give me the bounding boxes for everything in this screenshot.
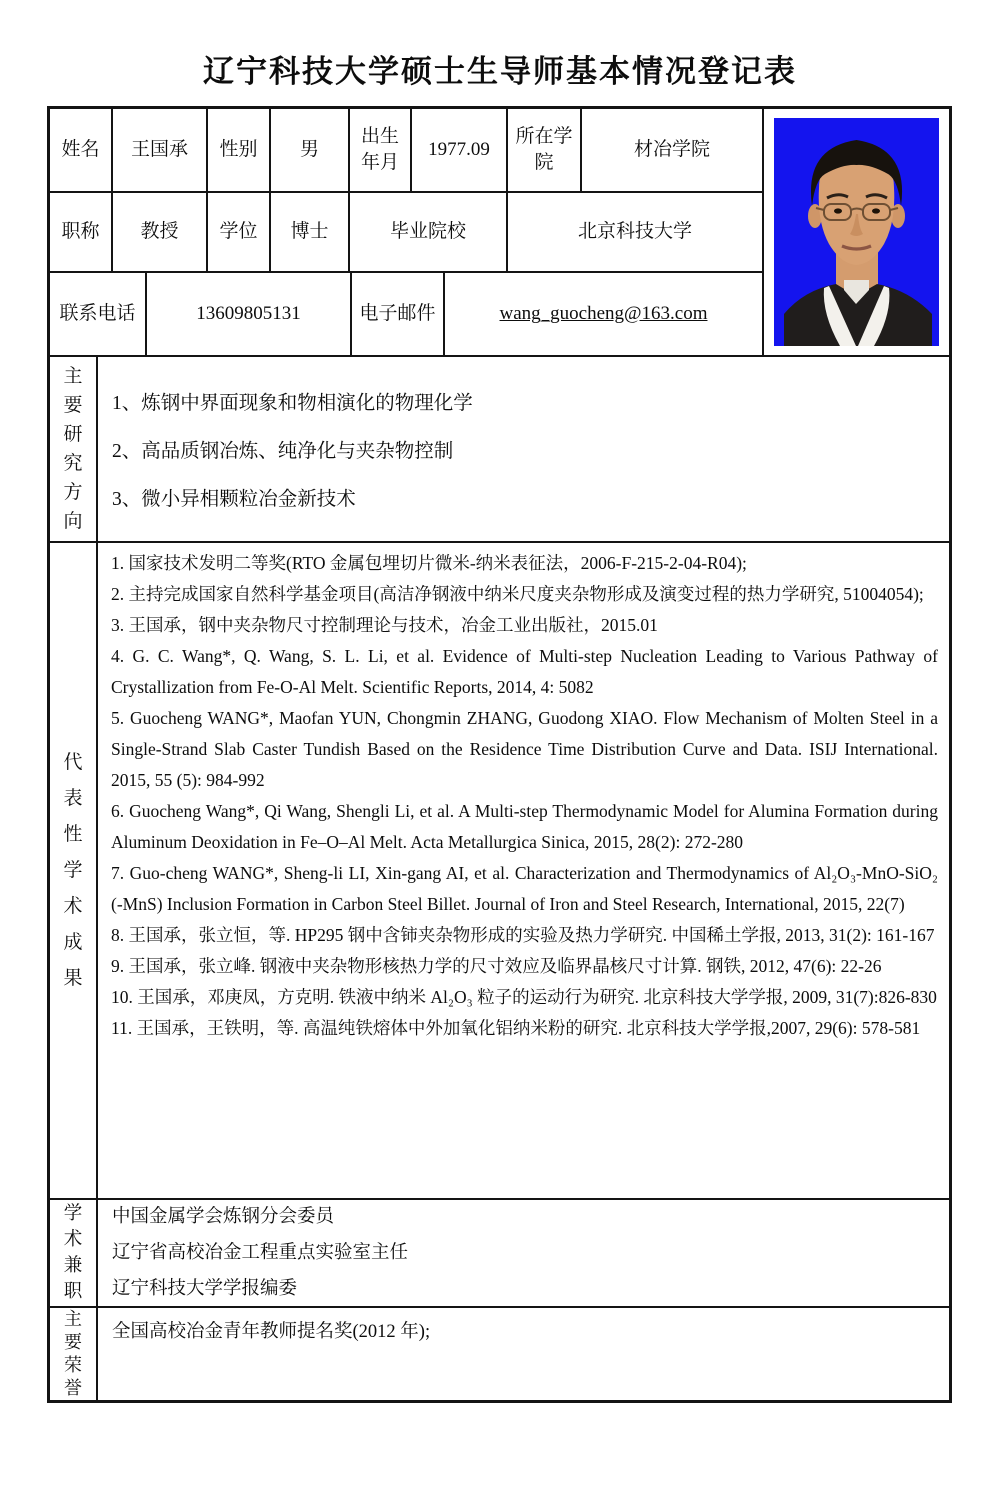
publication-item: 5. Guocheng WANG*, Maofan YUN, Chongmin ZHANG, Guodong XIAO. Flow Mechanism of Molten Steel in a Single-Strand Slab Caster Tundish Based on the Residence Time Distribution Curve and Data. ISIJ International. 2015, 55 (5): 984-992 <box>111 708 938 790</box>
phone-value: 13609805131 <box>147 273 352 355</box>
publication-item: 8. 王国承，张立恒，等. HP295 钢中含铈夹杂物形成的实验及热力学研究. 中国稀土学报, 2013, 31(2): 161-167 <box>111 925 935 945</box>
publications-section-label: 代表性学术成果 <box>63 751 83 989</box>
publication-item: 9. 王国承，张立峰. 钢液中夹杂物形核热力学的尺寸效应及临界晶核尺寸计算. 钢铁, 2012, 47(6): 22-26 <box>111 956 882 976</box>
honor-line: 全国高校冶金青年教师提名奖(2012 年); <box>112 1322 431 1342</box>
section-research <box>50 357 949 543</box>
alma-mater-label: 毕业院校 <box>350 193 508 271</box>
position-line: 中国金属学会炼钢分会委员 <box>112 1207 335 1227</box>
table-row <box>50 193 762 273</box>
name-value: 王国承 <box>113 109 208 191</box>
phone-label: 联系电话 <box>50 273 147 355</box>
research-section-label: 主要研究方向 <box>63 366 83 532</box>
name-label: 姓名 <box>50 109 113 191</box>
rank-label: 职称 <box>50 193 113 271</box>
email-label: 电子邮件 <box>352 273 445 355</box>
honors-section-label: 主要荣誉 <box>64 1309 82 1398</box>
birth-value: 1977.09 <box>412 109 508 191</box>
id-photo <box>774 118 939 346</box>
degree-value: 博士 <box>271 193 350 271</box>
section-positions <box>50 1200 949 1308</box>
publication-item: 11. 王国承，王铁明，等. 高温纯铁熔体中外加氧化铝纳米粉的研究. 北京科技大学学报,2007, 29(6): 578-581 <box>111 1018 921 1038</box>
table-row <box>50 273 762 355</box>
section-publications <box>50 543 949 1200</box>
alma-mater-value: 北京科技大学 <box>577 221 692 242</box>
research-line: 3、微小异相颗粒冶金新技术 <box>112 489 356 510</box>
college-value: 材冶学院 <box>633 139 710 160</box>
position-line: 辽宁科技大学学报编委 <box>112 1279 298 1299</box>
publication-item: 1. 国家技术发明二等奖(RTO 金属包埋切片微米-纳米表征法，2006-F-215-2-04-R04); <box>111 553 747 573</box>
publication-item: 4. G. C. Wang*, Q. Wang, S. L. Li, et al. Evidence of Multi-step Nucleation Leading to Various Pathway of Crystallization from Fe-O-Al Melt. Scientific Reports, 2014, 4: 5082 <box>111 646 938 697</box>
publication-item: 3. 王国承，钢中夹杂物尺寸控制理论与技术，冶金工业出版社，2015.01 <box>111 615 658 635</box>
identity-fields <box>50 109 764 355</box>
college-label: 所在学院 <box>508 109 582 191</box>
photo-cell <box>764 109 949 355</box>
publication-item: 7. Guo-cheng WANG*, Sheng-li LI, Xin-gang AI, et al. Characterization and Thermodynamics of Al₂O₃-MnO-SiO₂ (-MnS) Inclusion Formation in Carbon Steel Billet. Journal of Iron and Steel Research, International, 2015, 22(7) <box>111 863 938 914</box>
publication-item: 10. 王国承，邓庚凤，方克明. 铁液中纳米 Al₂O₃ 粒子的运动行为研究. 北京科技大学学报, 2009, 31(7):826-830 <box>111 987 937 1007</box>
registration-table <box>47 106 952 1403</box>
table-row <box>50 109 762 193</box>
gender-value: 男 <box>271 109 350 191</box>
publication-item: 6. Guocheng Wang*, Qi Wang, Shengli Li, et al. A Multi-step Thermodynamic Model for Alumina Formation during Aluminum Deoxidation in Fe–O–Al Melt. Acta Metallurgica Sinica, 2015, 28(2): 272-280 <box>111 801 938 852</box>
page-title: 辽宁科技大学硕士生导师基本情况登记表 <box>203 54 797 89</box>
publication-item: 2. 主持完成国家自然科学基金项目(高洁净钢液中纳米尺度夹杂物形成及演变过程的热力学研究, 51004054); <box>111 584 924 604</box>
gender-label: 性别 <box>208 109 271 191</box>
research-line: 2、高品质钢冶炼、纯净化与夹杂物控制 <box>112 441 454 462</box>
identity-block <box>50 109 949 357</box>
degree-label: 学位 <box>208 193 271 271</box>
email-link[interactable]: wang_guocheng@163.com <box>499 303 708 324</box>
research-line: 1、炼钢中界面现象和物相演化的物理化学 <box>112 393 473 414</box>
positions-section-label: 学术兼职 <box>63 1204 83 1302</box>
rank-value: 教授 <box>113 193 208 271</box>
birth-label: 出生年月 <box>350 109 412 191</box>
section-honors <box>50 1308 949 1400</box>
position-line: 辽宁省高校冶金工程重点实验室主任 <box>112 1243 409 1263</box>
